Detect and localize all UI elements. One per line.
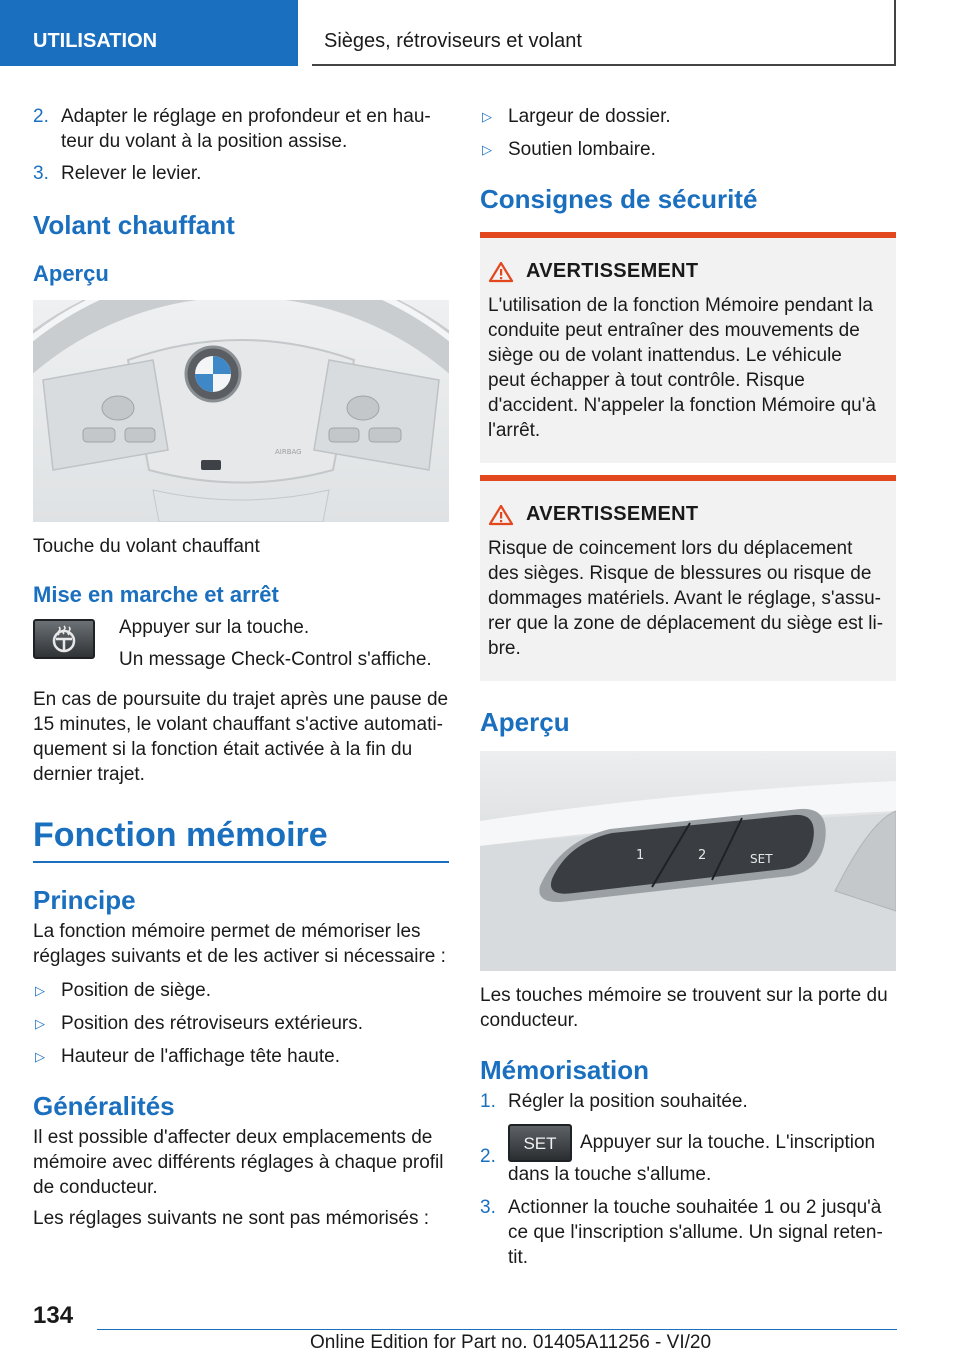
- step-text: Régler la position souhaitée.: [508, 1091, 748, 1112]
- section-title-heated-wheel: Volant chauffant: [33, 210, 235, 240]
- list-item: [480, 137, 896, 162]
- warning-title: [488, 260, 884, 283]
- list-item: [480, 104, 896, 129]
- list-item: [480, 1089, 896, 1114]
- door-button-2-label: 2: [698, 848, 707, 863]
- subsection-title-overview: Aperçu: [33, 261, 109, 286]
- bullet-text: Position des rétroviseurs extérieurs.: [61, 1013, 364, 1034]
- step-text: Appuyer sur la touche. L'inscription dans la touche s'allume.: [508, 1132, 876, 1185]
- step-number: 3.: [33, 163, 49, 184]
- general-paragraph-2: Les réglages suivants ne sont pas mémorisés :: [33, 1208, 430, 1229]
- section-title-overview: Aperçu: [480, 707, 570, 737]
- warning-triangle-icon: [488, 261, 514, 283]
- list-item: [33, 104, 449, 154]
- left-column: [33, 104, 449, 1231]
- step-text: Actionner la touche souhaitée 1 ou 2 jusqu'à ce que l'inscription s'allume. Un signal reten-tit.: [508, 1197, 883, 1268]
- onoff-line1: Appuyer sur la touche.: [119, 617, 310, 638]
- set-button-icon: SET: [508, 1124, 572, 1162]
- pause-paragraph: En cas de poursuite du trajet après une pause de 15 minutes, le volant chauffant s'active automati-quement si la fonction était activée à la fin du dernier trajet.: [33, 689, 449, 785]
- warning-box: [480, 232, 896, 463]
- list-item: [33, 1011, 449, 1036]
- warning-text: L'utilisation de la fonction Mémoire pendant la conduite peut entraîner des mouvements de siège ou de volant inattendus. Le véhicule peut échapper à tout contrôle. Risque d'accident. N'appeler la fonction Mémoire qu'à l'arrêt.: [488, 295, 876, 441]
- triangle-right-icon: ▷: [35, 1049, 45, 1064]
- onoff-line2: Un message Check-Control s'affiche.: [119, 649, 432, 670]
- warning-label: AVERTISSEMENT: [526, 503, 699, 525]
- steering-wheel-image: [33, 300, 449, 522]
- triangle-right-icon: ▷: [35, 1016, 45, 1031]
- airbag-label: AIRBAG: [275, 448, 302, 456]
- warning-triangle-icon: [488, 504, 514, 526]
- warning-text: Risque de coincement lors du déplacement des sièges. Risque de blessures ou risque de dommages matériels. Avant le réglage, s'assu-rer que la zone de déplacement du siège est li-bre.: [488, 538, 884, 659]
- step-number: 2.: [480, 1146, 496, 1167]
- image-caption: Les touches mémoire se trouvent sur la porte du conducteur.: [480, 985, 888, 1031]
- triangle-right-icon: ▷: [482, 142, 492, 157]
- bullet-text: Largeur de dossier.: [508, 106, 671, 127]
- general-paragraph-1: Il est possible d'affecter deux emplacements de mémoire avec différents réglages à chaque profil de conducteur.: [33, 1127, 444, 1198]
- triangle-right-icon: ▷: [35, 983, 45, 998]
- triangle-right-icon: ▷: [482, 109, 492, 124]
- footer-divider: [97, 1329, 897, 1330]
- door-button-set-label: SET: [750, 852, 773, 866]
- header-chapter-box: [312, 0, 896, 66]
- subsection-title-onoff: Mise en marche et arrêt: [33, 582, 279, 607]
- step-text: Adapter le réglage en profondeur et en hau-teur du volant à la position assise.: [61, 106, 431, 152]
- step-number: 1.: [480, 1091, 496, 1112]
- section-title-memorize: Mémorisation: [480, 1055, 650, 1085]
- header-chapter-label: Sièges, rétroviseurs et volant: [324, 30, 582, 52]
- list-item: [33, 161, 449, 186]
- bullet-text: Soutien lombaire.: [508, 139, 656, 160]
- list-item: [33, 1044, 449, 1069]
- door-button-1-label: 1: [636, 848, 645, 863]
- step-text: Relever le levier.: [61, 163, 202, 184]
- onoff-block: [33, 615, 449, 669]
- section-title-safety: Consignes de sécurité: [480, 184, 758, 214]
- chapter-title-memory: Fonction mémoire: [33, 815, 449, 863]
- list-item: [480, 1124, 896, 1187]
- principle-paragraph: La fonction mémoire permet de mémoriser les réglages suivants et de les activer si nécessaire :: [33, 921, 446, 967]
- image-caption: Touche du volant chauffant: [33, 536, 260, 557]
- warning-label: AVERTISSEMENT: [526, 260, 699, 282]
- header-section-tab: [0, 0, 298, 66]
- page-number: 134: [33, 1302, 74, 1329]
- heated-steering-wheel-icon: [33, 619, 95, 659]
- warning-box: [480, 475, 896, 681]
- bullet-text: Position de siège.: [61, 980, 211, 1001]
- bullet-text: Hauteur de l'affichage tête haute.: [61, 1046, 340, 1067]
- right-column: [480, 104, 896, 1270]
- header-section-label: UTILISATION: [33, 30, 158, 52]
- section-title-principle: Principe: [33, 885, 136, 915]
- warning-title: [488, 503, 884, 526]
- door-memory-buttons-image: [480, 751, 896, 971]
- section-title-general: Généralités: [33, 1091, 175, 1121]
- footer-edition: Online Edition for Part no. 01405A11256 - VI/20: [310, 1332, 712, 1353]
- list-item: [33, 978, 449, 1003]
- step-number: 2.: [33, 106, 49, 127]
- list-item: [480, 1195, 896, 1270]
- step-number: 3.: [480, 1197, 496, 1218]
